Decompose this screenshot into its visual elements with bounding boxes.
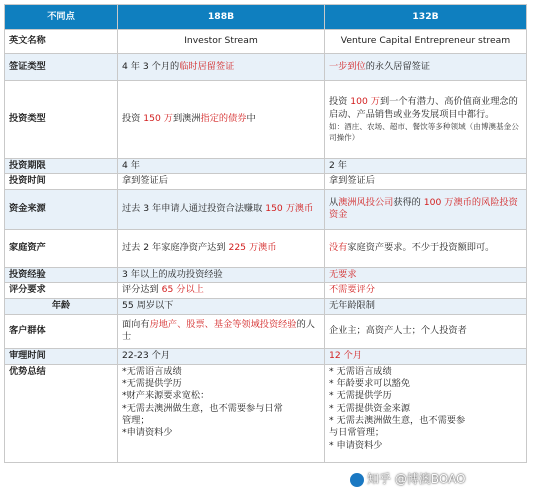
table-row [5, 348, 527, 364]
cell-132b [325, 189, 527, 229]
cell-text: 中 [246, 113, 256, 125]
list-item: *无需去澳洲做生意，也不需要参与日常 [122, 402, 283, 414]
row-label: 家庭资产 [5, 229, 118, 267]
table-row [5, 267, 527, 282]
table-row [5, 54, 527, 81]
table-row [5, 174, 527, 189]
highlight-text: 没有 [329, 241, 348, 253]
table-row [5, 364, 527, 462]
list-item: * 无需语言成绩 [329, 365, 392, 377]
cell-text: 2 年 [329, 160, 347, 171]
cell-132b [325, 81, 527, 159]
cell-text: 无年龄限制 [329, 300, 375, 312]
cell-188b [118, 30, 325, 54]
cell-132b [325, 348, 527, 364]
cell-text: 投资 [329, 96, 351, 108]
row-label: 评分要求 [5, 282, 118, 298]
cell-text: 投资 [122, 113, 144, 125]
cell-132b [325, 364, 527, 462]
highlight-text: 无要求 [329, 268, 357, 280]
row-label: 英文名称 [5, 30, 118, 54]
cell-text: 获得的 [393, 196, 424, 208]
cell-text: 企业主；高资产人士；个人投资者 [329, 325, 467, 337]
cell-132b [325, 174, 527, 189]
list-item: *申请资料少 [122, 427, 173, 439]
table-row [5, 159, 527, 174]
cell-132b-main [329, 96, 522, 121]
cell-132b [325, 229, 527, 267]
cell-188b [118, 267, 325, 282]
cell-text: 过去 2 年家庭净资产达到 [122, 241, 229, 253]
list-item: * 无需提供资金来源 [329, 402, 411, 414]
cell-188b [118, 189, 325, 229]
table-row [5, 81, 527, 159]
cell-132b [325, 314, 527, 348]
list-item: *无需提供学历 [122, 378, 182, 390]
cell-text: 到一个有潜力、高价值商业理念的启动、产品销售或业务发展项目中都行。 [329, 96, 518, 120]
cell-text: 55 周岁以下 [122, 300, 174, 312]
header-diff: 不同点 [5, 5, 118, 30]
cell-text: 的人士 [122, 319, 315, 343]
row-label: 客户群体 [5, 314, 118, 348]
list-item: *无需语言成绩 [122, 365, 182, 377]
cell-132b [325, 159, 527, 174]
cell-188b [118, 282, 325, 298]
cell-text: 的永久居留签证 [365, 60, 431, 72]
table-row [5, 298, 527, 314]
zhihu-logo-icon [350, 473, 364, 487]
cell-132b [325, 282, 527, 298]
row-label: 投资类型 [5, 81, 118, 159]
highlight-text: 100 万 [350, 96, 380, 108]
table-header-row [5, 5, 527, 30]
cell-188b [118, 54, 325, 81]
table-row [5, 314, 527, 348]
cell-132b [325, 54, 527, 81]
table-row [5, 30, 527, 54]
highlight-text: 65 分以上 [161, 284, 204, 296]
cell-text: 3 年以上的成功投资经验 [122, 268, 223, 280]
list-item: * 年龄要求可以豁免 [329, 378, 411, 390]
cell-text: 拿到签证后 [122, 175, 168, 187]
cell-text: 4 年 3 个月的 [122, 60, 180, 72]
cell-188b [118, 229, 325, 267]
row-label: 优势总结 [5, 364, 118, 462]
list-item: 与日常管理； [329, 427, 385, 439]
list-item: 管理； [122, 415, 150, 427]
cell-text: 到澳洲 [172, 113, 201, 125]
row-label: 审理时间 [5, 348, 118, 364]
highlight-text: 一步到位 [329, 60, 366, 72]
comparison-table [4, 4, 527, 463]
highlight-text: 临时居留签证 [179, 60, 235, 72]
cell-text: 过去 3 年申请人通过投资合法赚取 [122, 202, 266, 214]
row-label: 签证类型 [5, 54, 118, 81]
highlight-text: 指定的债券 [200, 113, 247, 125]
cell-text: 面向有 [122, 319, 150, 331]
highlight-text: 12 个月 [329, 350, 362, 362]
row-label: 资金来源 [5, 189, 118, 229]
cell-132b [325, 298, 527, 314]
cell-text: 家庭资产要求。不少于投资额即可。 [347, 241, 495, 253]
header-132b: 132B [325, 5, 527, 30]
list-item: * 无需去澳洲做生意，也不需要参 [329, 415, 466, 427]
highlight-text: 澳洲风投公司 [338, 196, 394, 208]
highlight-text: 房地产、股票、基金等领域投资经验 [149, 319, 297, 331]
header-188b: 188B [118, 5, 325, 30]
cell-132b [325, 267, 527, 282]
cell-188b [118, 364, 325, 462]
highlight-text: 225 万澳币 [228, 241, 277, 253]
cell-text: 4 年 [122, 160, 140, 171]
list-item: * 申请资料少 [329, 439, 383, 451]
row-label: 年龄 [5, 298, 118, 314]
cell-188b [118, 174, 325, 189]
highlight-text: 不需要评分 [329, 284, 375, 296]
cell-text: 评分达到 [122, 284, 162, 296]
cell-text: 从 [329, 196, 339, 208]
list-item: * 无需提供学历 [329, 390, 392, 402]
cell-text: Venture Capital Entrepreneur stream [340, 35, 511, 47]
cell-text: Investor Stream [184, 35, 258, 47]
table-row [5, 189, 527, 229]
table-row [5, 282, 527, 298]
table-row [5, 229, 527, 267]
list-item: *财产来源要求宽松： [122, 390, 210, 402]
watermark [350, 470, 466, 487]
cell-text: 拿到签证后 [329, 175, 375, 187]
highlight-text: 150 万 [143, 113, 173, 125]
row-label: 投资经验 [5, 267, 118, 282]
watermark-text: 知乎 @博澳BOAO [367, 472, 466, 486]
cell-188b [118, 348, 325, 364]
cell-188b [118, 81, 325, 159]
row-label: 投资期限 [5, 159, 118, 174]
cell-188b [118, 298, 325, 314]
highlight-text: 150 万澳币 [265, 202, 314, 214]
cell-132b [325, 30, 527, 54]
cell-188b [118, 159, 325, 174]
cell-132b-note: 如：酒庄、农场、超市、餐饮等多种领域（由博澳基金公司操作） [329, 121, 519, 142]
highlight-text: 100 万澳币的风险投资资金 [329, 196, 518, 221]
cell-text: 22-23 个月 [122, 350, 170, 362]
cell-188b [118, 314, 325, 348]
row-label: 投资时间 [5, 174, 118, 189]
